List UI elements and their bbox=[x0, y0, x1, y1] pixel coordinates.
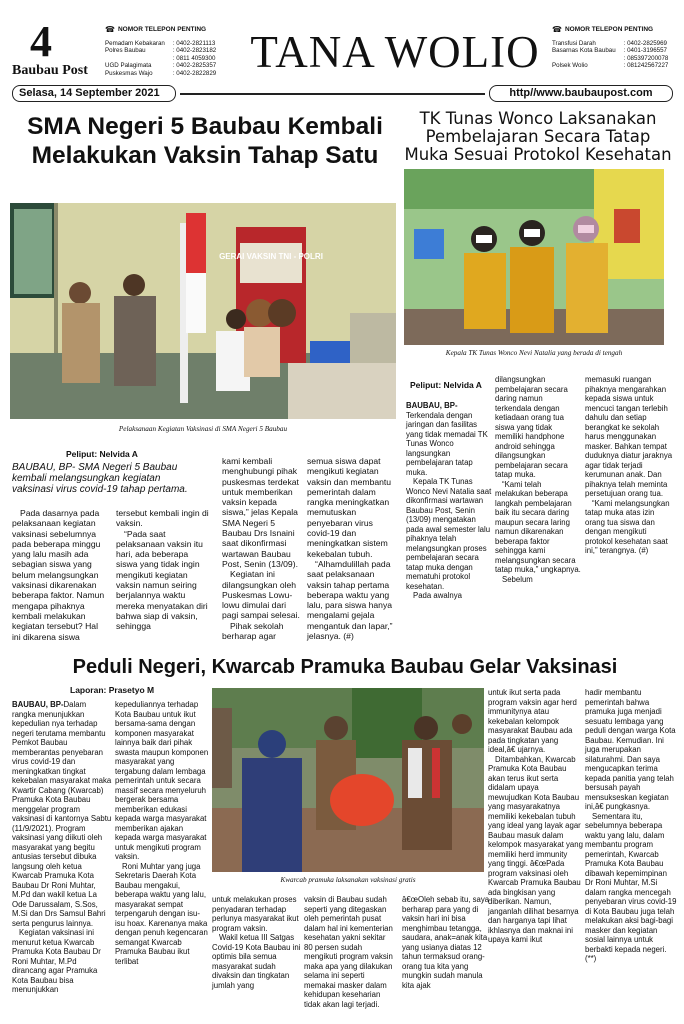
paragraph: tersebut kembali ingin di vaksin. bbox=[116, 508, 209, 529]
paragraph: memasuki ruangan pihaknya mengarahkan kepada siswa untuk mencuci tangan terlebih dahulu dan setiap berangkat ke sekolah harus menggunakan masker. Bahkan tempat duduknya diatur jaraknya agar tidak terjadi kerumunan anak. Dan pihaknya telah meminta persetujuan orang tua. bbox=[585, 375, 673, 498]
paragraph: Ditambahkan, Kwarcab Pramuka Kota Baubau akan terus ikut serta didalam upaya mewujudkan Kota Baubau yang masyarakatnya memiliki kekebalan tubuh yang ideal yang layak agar Baubau masuk dalam kelompok masyarakat yang memiliki herd immunity yang tinggi. â€œPada program vaksinasi oleh Kwarcab Pramuka Baubau ada bingkisan yang diberikan. Namun, janganlah dilihat besarnya dan harganya tapi lihat ikhlasnya dan maknai ini upaya kami ikut bbox=[488, 754, 583, 944]
page-number: 4 bbox=[30, 17, 52, 66]
paragraph: “Kami telah melakukan beberapa langkah pembelajaran baik itu secara daring maupun secara laring namun dikarenakan beberapa faktor sehingga kami melangsungkan secara tatap muka,” ungkapnya. bbox=[495, 479, 581, 574]
article1-column bbox=[307, 456, 395, 641]
paragraph: vaksin di Baubau sudah seperti yang ditegaskan oleh pemerintah pusat dalam hal ini kementerian kesehatan yakni sekitar 80 persen sudah mengikuti program vaksin maka apa yang dilakukan selama ini seperti memakai masker dalam kehidupan keseharian tidak akan lagi terjadi. bbox=[304, 895, 393, 1009]
paragraph: Kegiatan ini dilangsungkan oleh Puskesmas Lowu-lowu dimulai dari pagi sampai selesai. bbox=[222, 569, 300, 621]
paragraph: Roni Muhtar yang juga Sekretaris Daerah Kota Baubau mengakui, beberapa waktu yang lalu, masyarakat sempat terpengaruh dengan isu-isu hoax. Karenanya maka dengan penuh kegencaran semangat Kwarcab Pramuka Baubau ikut terlibat bbox=[115, 861, 208, 966]
issue-date: Selasa, 14 September 2021 bbox=[12, 85, 176, 102]
phone-number: : 0811 4059300 bbox=[172, 54, 216, 62]
paragraph: “Alhamdulillah pada saat pelaksanaan vaksin tahap pertama beberapa waktu yang lalu, para siswa hanya mengalami gejala mengantuk dan lapar,” jelasnya. (#) bbox=[307, 558, 393, 642]
article3-column bbox=[402, 895, 490, 990]
phone-icon: ☎ bbox=[105, 25, 115, 34]
phone-list-left bbox=[105, 26, 237, 78]
article3-column bbox=[12, 700, 112, 995]
phone-number: : 0402-2825357 bbox=[172, 62, 217, 70]
phone-name bbox=[552, 55, 616, 63]
article3-column bbox=[212, 895, 302, 990]
article2-byline: Peliput: Nelvida A bbox=[410, 380, 482, 390]
phone-name: Polres Baubau bbox=[105, 47, 146, 55]
paragraph: kepeduliannya terhadap Kota Baubau untuk ikut bersama-sama dengan komponen masyarakat lainnya baik dari pihak swasta maupun komponen masyarakat yang tergabung dalam lembaga pemerintah untuk secara massif secara menyeluruh bergerak bersama memberikan edukasi kepada warga masyarakat memberikan ajakan kepada warga masyarakat untuk mengikuti program vaksin. bbox=[115, 700, 209, 861]
paragraph bbox=[406, 401, 492, 411]
paragraph: Terkendala dengan jaringan dan fasilitas yang tidak memadai TK Tunas Wonco langsungkan pembelajaran tatap muka. bbox=[406, 410, 488, 477]
phone-name: Transfusi Darah bbox=[552, 39, 596, 47]
phone-number: : 0402-2823182 bbox=[172, 47, 217, 55]
paragraph: Pada dasarnya pada pelaksanaan kegiatan vaksinasi sebelumnya pada beberapa minggu yang lalu masih ada sebagian siswa yang belum melangsungkan vaksinasi dikarenakan beberapa faktor. Namun mengapa pihaknya kembali melakukan kegiatan tersebut? Hal ini dikarena siswa bbox=[12, 508, 105, 642]
article3-column bbox=[115, 700, 209, 966]
phone-list-title: NOMOR TELEPON PENTING bbox=[117, 26, 207, 33]
phone-number: : 085397200078 bbox=[623, 54, 669, 62]
paragraph: semua siswa dapat mengikuti kegiatan vaksin dan membantu pemerintah dalam rangka meningkatkan memutuskan penyebaran virus covid-19 dan meningkatkan sistem kekebalan tubuh. bbox=[307, 456, 392, 559]
edition-name: Baubau Post bbox=[12, 63, 88, 78]
paragraph: Sementara itu, sebelumnya beberapa waktu yang lalu, dalam membantu program pemerintah, Kwarcab Pramuka Kota Baubau dibawah kepemimpinan Dr Roni Muhtar, M.Si dalam rangka mencegah penyebaran virus covid-19 di Kota Baubau juga telah melakukan aksi bagi-bagi masker dan kegiatan sosial lainnya untuk berbakti kepada negeri.(**) bbox=[585, 811, 677, 963]
phone-list-title: NOMOR TELEPON PENTING bbox=[564, 26, 654, 33]
paragraph: â€œOleh sebab itu, saya berharap para yang di vaksin hari ini bisa menghimbau tetangga, saudara, anak=anak kita yang usianya diatas 12 tahun termaksud orang-orang tua kita yang mungkin sudah manula kita ajak bbox=[402, 895, 490, 990]
article2-column bbox=[406, 401, 492, 601]
dateline: BAUBAU, BP- bbox=[12, 700, 64, 709]
phone-number: : 0402-2821113 bbox=[172, 39, 216, 47]
paragraph: “Pada saat pelaksanaan vaksin itu hari, ada beberapa siswa yang tidak ingin mengikuti kegiatan vaksin namun seiring berjalannya waktu mereka menyatakan diri bahwa siap di vaksin, sehingga bbox=[116, 528, 208, 632]
article1-byline: Peliput: Nelvida A bbox=[66, 449, 138, 459]
phone-number: : 081242567227 bbox=[623, 62, 669, 70]
paragraph: dilangsungkan pembelajaran secara daring namun terkendala dengan ketiadaan orang tua siswa yang tidak memiliki handphone android sehingga dilangsungkan pembelajaran secara tatap muka. bbox=[495, 375, 568, 479]
article1-photo bbox=[10, 203, 396, 419]
paragraph: Pihak sekolah berharap agar bbox=[222, 620, 284, 642]
article2-column bbox=[585, 375, 675, 556]
paragraph: hadir membantu pemerintah bahwa pramuka juga menjadi sesuatu lembaga yang peduli dengan warga Kota Baubau. Kemudian. Ini juga merupakan silaturahmi. Dan saya mengucapkan terima kepada panitia yang telah bersusah payah mensukseskan kegiatan ini,â€ pungkasnya. bbox=[585, 688, 676, 811]
article1-column bbox=[222, 456, 304, 641]
paragraph: untuk melakukan proses penyadaran terhadap perlunya masyarakat ikut program vaksin. bbox=[212, 895, 299, 933]
article3-headline: Peduli Negeri, Kwarcab Pramuka Baubau Gelar Vaksinasi bbox=[72, 656, 618, 678]
article2-photo bbox=[404, 169, 664, 345]
article3-byline: Laporan: Prasetyo M bbox=[70, 685, 155, 695]
paragraph-text: Dalam rangka menunjukkan kepedulian nya terhadap negeri terutama membantu Pemkot Baubau memberantas penyebaran virus covid-19 dan meningkatkan tingkat kekebalan masyarakat maka Kwartir Cabang (Kwarcab) Pramuka Kota Baubau menggelar program vaksinasi di kantornya Sabtu (11/9/2021). Program vaksinasi yang diikuti oleh masyarakat yang begitu antusias tersebut dibuka langsung oleh ketua Kwarcab Pramuka Kota Baubau Dr Roni Muhtar, M.Pd dan wakil ketua La Ode Darussalam, S.Sos, M.Si dan Drs Samsul Bahri serta pengurus lainnya. bbox=[12, 700, 112, 928]
phone-name: Puskesmas Wajo bbox=[105, 69, 153, 77]
phone-number: : 0402-2825969 bbox=[623, 39, 667, 47]
article2-column bbox=[495, 375, 581, 584]
article3-column bbox=[304, 895, 396, 1009]
paragraph bbox=[12, 700, 112, 928]
phone-names bbox=[105, 40, 165, 78]
article3-column bbox=[488, 688, 584, 945]
article1-column bbox=[116, 508, 211, 632]
website-url[interactable]: http//www.baubaupost.com bbox=[489, 85, 673, 102]
phone-name: Basarnas Kota Baubau bbox=[552, 47, 616, 55]
paragraph: Kegiatan vaksinasi ini menurut ketua Kwarcab Pramuka Kota Baubau Dr Roni Muhtar, M.Pd dirancang agar Pramuka Kota Baubau bisa menunjukkan bbox=[12, 928, 101, 994]
article1-lead: BAUBAU, BP- SMA Negeri 5 Baubau kembali melangsungkan kegiatan vaksinasi virus covid-19 tahap pertama. bbox=[12, 462, 188, 496]
paragraph: Pada awalnya bbox=[413, 591, 462, 600]
article3-column bbox=[585, 688, 677, 964]
newspaper-title: TANA WOLIO bbox=[250, 27, 540, 77]
phone-numbers bbox=[624, 40, 669, 70]
header-rule bbox=[180, 93, 485, 95]
article2-headline: TK Tunas Wonco Laksanakan Pembelajaran Secara Tatap Muka Sesuai Protokol Kesehatan bbox=[404, 109, 672, 164]
article1-column bbox=[12, 508, 107, 642]
paragraph: kami kembali menghubungi pihak puskesmas terdekat untuk memberikan vaksin kepada siswa,” jelas Kepala SMA Negeri 5 Baubau Drs Isnaini saat dikonfirmasi wartawan Baubau Post, Senin (13/09). bbox=[222, 456, 299, 569]
article1-caption: Pelaksanaan Kegiatan Vaksinasi di SMA Negeri 5 Baubau bbox=[118, 425, 288, 433]
phone-name: UGD Palagimata bbox=[105, 62, 152, 70]
article1-headline: SMA Negeri 5 Baubau Kembali Melakukan Vaksin Tahap Satu bbox=[27, 113, 383, 169]
paragraph: untuk ikut serta pada program vaksin agar herd immunitynya atau kekebalan kelompok masyarakat Baubau ada pada tingkatan yang ideal,â€ ujarnya. bbox=[488, 688, 577, 754]
dateline: BAUBAU, BP- bbox=[406, 401, 458, 410]
article2-caption: Kepala TK Tunas Wonco Nevi Natalia yang berada di tengah bbox=[445, 349, 623, 357]
phone-name bbox=[105, 55, 165, 63]
vaccine-banner-text: GERAI VAKSIN TNI - POLRI bbox=[219, 252, 323, 261]
paragraph: Kepala TK Tunas Wonco Nevi Natalia saat dikonfirmasi wartawan Baubau Post, Senin (13/09) mengatakan pada awal semester lalu pihaknya telah melangsungkan proses pembelajaran secara tatap muka dengan mematuhi protokol kesehatan. bbox=[406, 477, 492, 591]
phone-names bbox=[552, 40, 616, 70]
phone-name: Pemadam Kebakaran bbox=[105, 39, 165, 47]
phone-numbers bbox=[173, 40, 216, 78]
article3-photo bbox=[212, 688, 484, 872]
phone-icon: ☎ bbox=[552, 25, 562, 34]
phone-number: : 0402-2822829 bbox=[172, 69, 217, 77]
article3-caption: Kwarcab pramuka laksanakan vaksinasi gratis bbox=[280, 876, 416, 884]
paragraph: Sebelum bbox=[502, 574, 533, 584]
paragraph: “Kami melangsungkan tatap muka atas izin orang tua siswa dan dengan mengikuti protokol kesehatan saat ini,” terangnya. (#) bbox=[585, 498, 670, 555]
phone-list-right bbox=[552, 26, 682, 70]
paragraph: Wakil ketua III Satgas Covid-19 Kota Baubau ini optimis bila semua masyarakat sudah divaksin dan tingkatan jumlah yang bbox=[212, 933, 301, 990]
phone-name: Polsek Wolio bbox=[552, 62, 588, 70]
phone-number: : 0401-3196557 bbox=[623, 47, 667, 55]
